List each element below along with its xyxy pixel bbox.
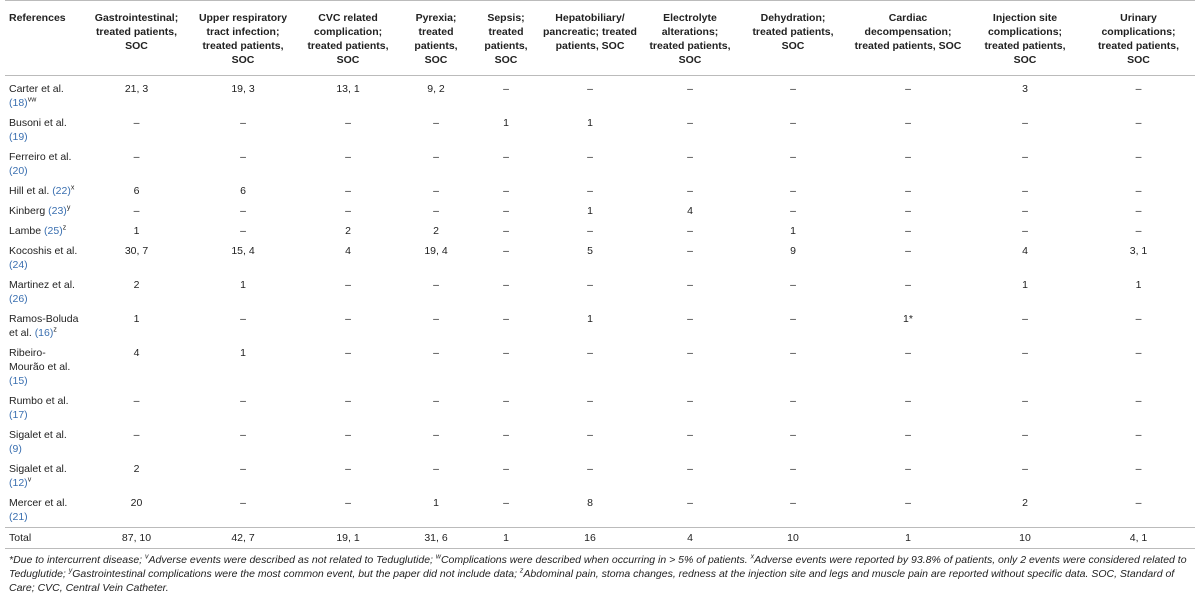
- total-cell: 10: [787, 532, 799, 544]
- footnote-text-3: Complications were described when occurring in > 5% of patients.: [440, 554, 751, 566]
- data-cell: –: [503, 347, 509, 359]
- data-cell: 19, 4: [424, 245, 448, 257]
- data-cell: –: [503, 185, 509, 197]
- data-cell: –: [1135, 497, 1142, 509]
- data-cell: –: [687, 395, 693, 407]
- data-cell: 1: [587, 313, 593, 325]
- data-cell: –: [905, 117, 911, 129]
- data-cell: –: [1135, 151, 1142, 163]
- footnote-text-4: Adverse events were reported by 93.8% of patients, only 2 events were considered related to Teduglutide;: [9, 554, 1187, 580]
- column-header: CVC related complication; treated patients, SOC: [307, 12, 389, 66]
- adverse-events-table: [5, 0, 1195, 549]
- reference-citation-link[interactable]: (16): [34, 327, 54, 339]
- data-cell: 21, 3: [124, 83, 149, 95]
- footnote-sup-x: x: [750, 553, 755, 561]
- column-header: Pyrexia; treated patients, SOC: [414, 12, 458, 66]
- data-cell: –: [790, 347, 796, 359]
- data-cell: –: [433, 463, 439, 475]
- data-cell: –: [790, 205, 796, 217]
- total-cell: 1: [503, 532, 509, 544]
- total-cell: 4, 1: [1129, 532, 1148, 544]
- column-header: Hepatobiliary/ pancreatic; treated patients, SOC: [543, 12, 637, 52]
- column-header: Injection site complications; treated patients, SOC: [984, 12, 1066, 66]
- data-cell: 1: [133, 225, 140, 237]
- data-cell: –: [790, 395, 796, 407]
- data-cell: –: [587, 225, 593, 237]
- reference-cell: [5, 113, 85, 147]
- data-cell: 1: [503, 117, 509, 129]
- data-cell: –: [905, 245, 911, 257]
- total-cell: 16: [584, 532, 596, 544]
- data-cell: –: [240, 151, 246, 163]
- data-cell: –: [503, 225, 509, 237]
- data-cell: –: [345, 279, 351, 291]
- data-cell: –: [1022, 347, 1028, 359]
- table-row: [5, 76, 1195, 114]
- table-row: [5, 241, 1195, 275]
- reference-author: Sigalet et al.: [9, 429, 67, 441]
- data-cell: –: [345, 313, 351, 325]
- table-body: [5, 76, 1195, 549]
- data-cell: –: [345, 463, 351, 475]
- data-cell: –: [905, 395, 911, 407]
- reference-citation-link[interactable]: (9): [9, 443, 22, 455]
- data-cell: –: [587, 463, 593, 475]
- reference-citation-link[interactable]: (24): [9, 259, 28, 271]
- data-cell: –: [790, 117, 796, 129]
- data-cell: –: [133, 395, 140, 407]
- reference-citation-link[interactable]: (19): [9, 131, 28, 143]
- reference-footnote-marker: v: [27, 476, 32, 484]
- data-cell: –: [687, 497, 693, 509]
- data-cell: 2: [345, 225, 351, 237]
- data-cell: –: [433, 429, 439, 441]
- footnote-text-1: *Due to intercurrent disease;: [9, 554, 145, 566]
- data-cell: –: [1135, 117, 1142, 129]
- footnote-sup-w: w: [435, 553, 441, 561]
- reference-author: Busoni et al.: [9, 117, 67, 129]
- data-cell: –: [503, 429, 509, 441]
- data-cell: –: [790, 185, 796, 197]
- data-cell: –: [433, 313, 439, 325]
- data-cell: –: [790, 463, 796, 475]
- data-cell: –: [905, 429, 911, 441]
- data-cell: –: [1135, 185, 1142, 197]
- data-cell: –: [1022, 463, 1028, 475]
- data-cell: –: [503, 279, 509, 291]
- data-cell: –: [433, 395, 439, 407]
- data-cell: 3, 1: [1129, 245, 1148, 257]
- data-cell: –: [1135, 225, 1142, 237]
- reference-author: Kocoshis et al.: [9, 245, 78, 257]
- data-cell: 5: [587, 245, 593, 257]
- data-cell: –: [687, 225, 693, 237]
- data-cell: –: [587, 185, 593, 197]
- data-cell: –: [345, 429, 351, 441]
- data-cell: 6: [133, 185, 140, 197]
- data-cell: –: [905, 225, 911, 237]
- data-cell: –: [687, 429, 693, 441]
- column-header: Urinary complications; treated patients, SOC: [1097, 12, 1180, 66]
- reference-citation-link[interactable]: (25): [44, 225, 63, 237]
- data-cell: –: [687, 313, 693, 325]
- data-cell: –: [687, 347, 693, 359]
- data-cell: –: [240, 225, 246, 237]
- header-row: [5, 1, 1195, 76]
- data-cell: –: [905, 151, 911, 163]
- reference-author: Mercer et al.: [9, 497, 68, 509]
- data-cell: –: [345, 151, 351, 163]
- reference-cell: [5, 459, 85, 493]
- reference-citation-link[interactable]: (17): [9, 409, 28, 421]
- data-cell: –: [1022, 225, 1028, 237]
- reference-citation-link[interactable]: (15): [9, 375, 28, 387]
- data-cell: –: [790, 313, 796, 325]
- reference-author: Ribeiro-Mourão et al.: [9, 347, 71, 373]
- data-cell: –: [1135, 313, 1142, 325]
- data-cell: –: [1135, 347, 1142, 359]
- reference-citation-link[interactable]: (21): [9, 511, 28, 523]
- table-row: [5, 113, 1195, 147]
- data-cell: 1*: [903, 313, 913, 325]
- data-cell: –: [687, 463, 693, 475]
- data-cell: 2: [133, 463, 140, 475]
- column-header: Sepsis; treated patients, SOC: [484, 12, 528, 66]
- data-cell: –: [503, 83, 509, 95]
- reference-author: Martinez et al.: [9, 279, 75, 291]
- data-cell: –: [433, 151, 439, 163]
- data-cell: –: [905, 463, 911, 475]
- data-cell: –: [433, 117, 439, 129]
- data-cell: –: [587, 279, 593, 291]
- data-cell: –: [790, 83, 796, 95]
- column-header: Cardiac decompensation; treated patients, SOC: [854, 12, 962, 52]
- total-cell: 31, 6: [424, 532, 448, 544]
- reference-citation-link[interactable]: (20): [9, 165, 28, 177]
- reference-cell: [5, 275, 85, 309]
- table-row: [5, 201, 1195, 221]
- data-cell: 4: [133, 347, 140, 359]
- table-row: [5, 221, 1195, 241]
- data-cell: –: [687, 279, 693, 291]
- data-cell: –: [240, 463, 246, 475]
- reference-footnote-marker: x: [70, 184, 75, 192]
- data-cell: –: [905, 279, 911, 291]
- data-cell: –: [503, 205, 509, 217]
- data-cell: 1: [133, 313, 140, 325]
- reference-citation-link[interactable]: (23): [48, 205, 67, 217]
- data-cell: –: [790, 429, 796, 441]
- data-cell: –: [587, 347, 593, 359]
- data-cell: 1: [240, 347, 246, 359]
- data-cell: –: [1022, 429, 1028, 441]
- reference-author: Sigalet et al.: [9, 463, 67, 475]
- table-row: [5, 309, 1195, 343]
- data-cell: –: [240, 117, 246, 129]
- data-cell: –: [1022, 395, 1028, 407]
- reference-cell: [5, 425, 85, 459]
- data-cell: –: [905, 205, 911, 217]
- data-cell: –: [790, 497, 796, 509]
- data-cell: 9: [790, 245, 796, 257]
- reference-author: Kinberg: [9, 205, 46, 217]
- reference-footnote-marker: y: [66, 204, 71, 212]
- total-row: [5, 528, 1195, 549]
- total-cell: 42, 7: [231, 532, 255, 544]
- data-cell: 30, 7: [124, 245, 149, 257]
- reference-citation-link[interactable]: (22): [52, 185, 71, 197]
- footnote-text-5: Gastrointestinal complications were the most common event, but the paper did not include data;: [72, 568, 520, 580]
- data-cell: 6: [240, 185, 246, 197]
- data-cell: –: [687, 245, 693, 257]
- data-cell: –: [503, 151, 509, 163]
- data-cell: –: [240, 313, 246, 325]
- data-cell: 1: [240, 279, 246, 291]
- table-row: [5, 181, 1195, 201]
- data-cell: 15, 4: [231, 245, 255, 257]
- data-cell: –: [790, 279, 796, 291]
- data-cell: –: [1022, 205, 1028, 217]
- column-header: Gastrointestinal; treated patients, SOC: [94, 12, 179, 52]
- reference-author: Carter et al.: [9, 83, 64, 95]
- data-cell: –: [687, 185, 693, 197]
- data-cell: 2: [133, 279, 140, 291]
- data-cell: –: [905, 347, 911, 359]
- footnote-sup-z: z: [519, 567, 524, 575]
- data-cell: –: [587, 395, 593, 407]
- data-cell: 9, 2: [427, 83, 445, 95]
- total-label: Total: [9, 532, 32, 544]
- table-row: [5, 147, 1195, 181]
- data-cell: –: [433, 185, 439, 197]
- total-cell: 1: [905, 532, 911, 544]
- data-cell: –: [1135, 463, 1142, 475]
- column-header-references: References: [9, 12, 66, 24]
- data-cell: 13, 1: [336, 83, 360, 95]
- reference-cell: [5, 76, 85, 114]
- data-cell: 1: [1135, 279, 1142, 291]
- data-cell: –: [133, 117, 140, 129]
- data-cell: –: [503, 313, 509, 325]
- data-cell: –: [1135, 395, 1142, 407]
- total-cell: 10: [1019, 532, 1031, 544]
- table-container: [5, 0, 1195, 595]
- footnote-sup-v: v: [145, 553, 149, 561]
- data-cell: –: [587, 151, 593, 163]
- data-cell: –: [133, 429, 140, 441]
- reference-cell: [5, 221, 85, 241]
- data-cell: –: [905, 83, 911, 95]
- data-cell: –: [687, 151, 693, 163]
- reference-cell: [5, 493, 85, 528]
- table-row: [5, 391, 1195, 425]
- data-cell: –: [587, 429, 593, 441]
- data-cell: –: [687, 83, 693, 95]
- table-row: [5, 493, 1195, 528]
- reference-cell: [5, 147, 85, 181]
- data-cell: –: [1022, 117, 1028, 129]
- reference-footnote-marker: vw: [27, 96, 37, 104]
- data-cell: –: [1022, 313, 1028, 325]
- data-cell: –: [240, 205, 246, 217]
- reference-citation-link[interactable]: (18): [9, 97, 28, 109]
- data-cell: –: [240, 429, 246, 441]
- data-cell: 20: [130, 497, 143, 509]
- data-cell: 1: [587, 117, 593, 129]
- data-cell: –: [503, 497, 509, 509]
- reference-citation-link[interactable]: (12): [9, 477, 28, 489]
- reference-cell: [5, 201, 85, 221]
- data-cell: –: [503, 463, 509, 475]
- total-cell: 87, 10: [121, 532, 152, 544]
- data-cell: 2: [1022, 497, 1028, 509]
- footnote-sup-y: y: [68, 567, 73, 575]
- reference-footnote-marker: z: [53, 326, 57, 334]
- data-cell: –: [240, 497, 246, 509]
- data-cell: –: [503, 245, 509, 257]
- total-cell: 4: [687, 532, 693, 544]
- reference-cell: [5, 241, 85, 275]
- data-cell: –: [1022, 185, 1028, 197]
- data-cell: –: [433, 205, 439, 217]
- total-cell: 19, 1: [336, 532, 360, 544]
- reference-footnote-marker: z: [62, 224, 67, 232]
- data-cell: –: [790, 151, 796, 163]
- reference-cell: [5, 309, 85, 343]
- data-cell: –: [345, 395, 351, 407]
- data-cell: 1: [1022, 279, 1028, 291]
- data-cell: –: [905, 185, 911, 197]
- data-cell: –: [1135, 429, 1142, 441]
- data-cell: –: [503, 395, 509, 407]
- table-header: [5, 1, 1195, 76]
- data-cell: 4: [687, 205, 693, 217]
- table-row: [5, 275, 1195, 309]
- data-cell: –: [587, 83, 593, 95]
- data-cell: 4: [345, 245, 351, 257]
- column-header: Upper respiratory tract infection; treated patients, SOC: [198, 12, 288, 66]
- data-cell: –: [345, 347, 351, 359]
- footnote-text-6: Abdominal pain, stoma changes, redness at the injection site and legs and muscle pain are reported without specific data. SOC, Standard of Care; CVC, Central Vein Catheter.: [9, 568, 1175, 594]
- column-header: Electrolyte alterations; treated patients, SOC: [649, 12, 731, 66]
- reference-author: Ramos-Boluda et al.: [9, 313, 79, 339]
- data-cell: 8: [587, 497, 593, 509]
- column-header: Dehydration; treated patients, SOC: [752, 12, 834, 52]
- data-cell: –: [133, 151, 140, 163]
- table-row: [5, 425, 1195, 459]
- reference-cell: [5, 391, 85, 425]
- data-cell: –: [133, 205, 140, 217]
- data-cell: 1: [587, 205, 593, 217]
- data-cell: –: [905, 497, 911, 509]
- table-row: [5, 343, 1195, 391]
- footnote-text-2: Adverse events were described as not related to Teduglutide;: [148, 554, 436, 566]
- reference-author: Rumbo et al.: [9, 395, 69, 407]
- reference-citation-link[interactable]: (26): [9, 293, 28, 305]
- data-cell: –: [345, 117, 351, 129]
- table-footnote: [5, 549, 1195, 595]
- data-cell: 1: [790, 225, 796, 237]
- data-cell: 1: [433, 497, 439, 509]
- data-cell: 3: [1022, 83, 1028, 95]
- data-cell: –: [345, 185, 351, 197]
- reference-cell: [5, 343, 85, 391]
- data-cell: 4: [1022, 245, 1028, 257]
- table-row: [5, 459, 1195, 493]
- data-cell: 19, 3: [231, 83, 255, 95]
- reference-cell: [5, 181, 85, 201]
- data-cell: –: [433, 279, 439, 291]
- reference-author: Lambe: [9, 225, 42, 237]
- data-cell: –: [345, 497, 351, 509]
- data-cell: –: [240, 395, 246, 407]
- reference-author: Hill et al.: [9, 185, 50, 197]
- data-cell: –: [1135, 83, 1142, 95]
- data-cell: –: [345, 205, 351, 217]
- data-cell: –: [1022, 151, 1028, 163]
- data-cell: –: [687, 117, 693, 129]
- data-cell: –: [1135, 205, 1142, 217]
- data-cell: 2: [433, 225, 439, 237]
- data-cell: –: [433, 347, 439, 359]
- reference-author: Ferreiro et al.: [9, 151, 72, 163]
